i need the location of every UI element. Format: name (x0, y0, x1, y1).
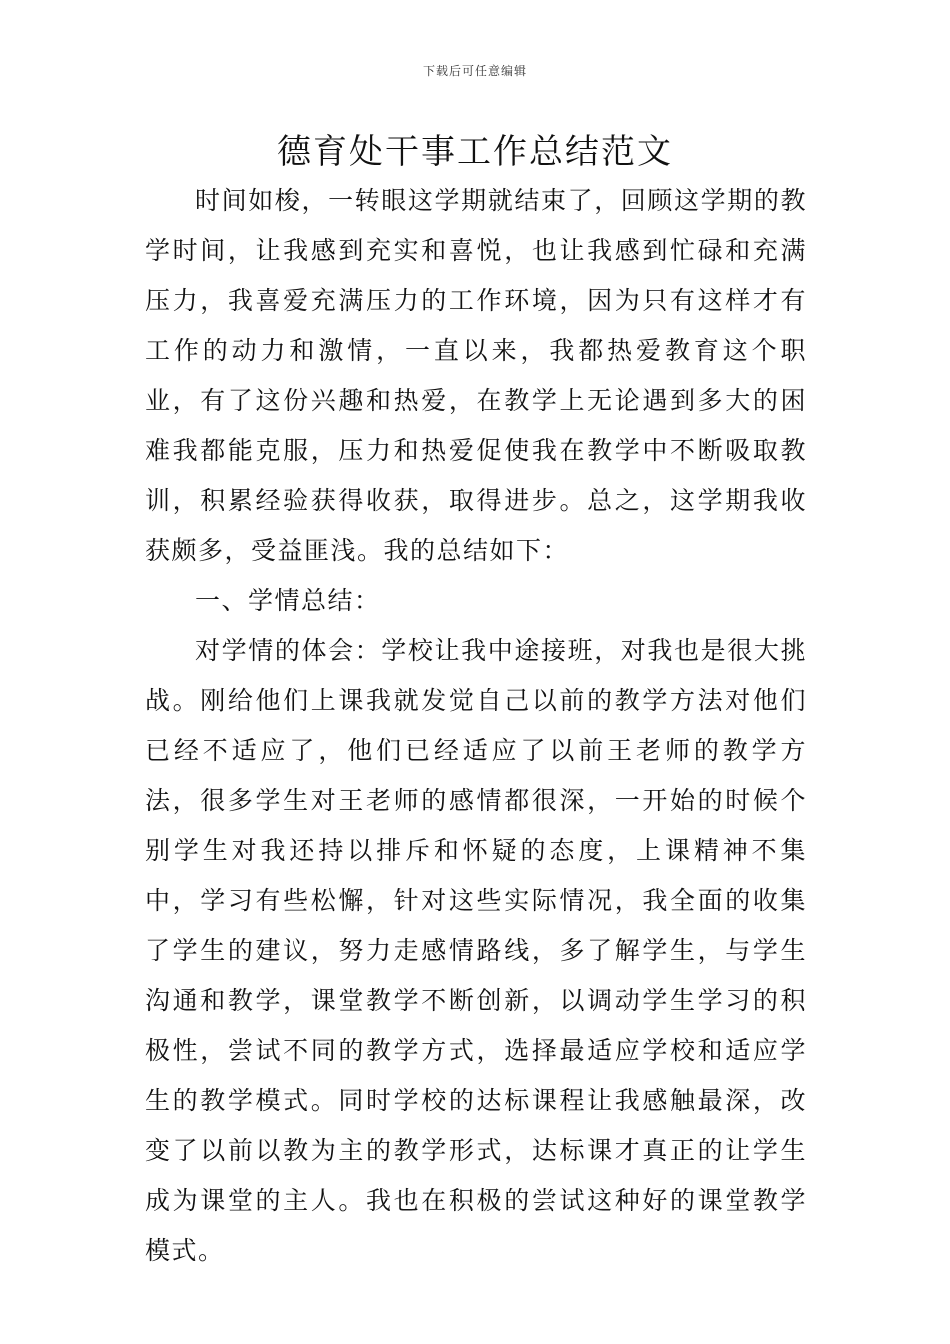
document-body (145, 176, 807, 1276)
paragraph-study-situation: 对学情的体会：学校让我中途接班，对我也是很大挑战。刚给他们上课我就发觉自己以前的教学方法对他们已经不适应了，他们已经适应了以前王老师的教学方法，很多学生对王老师的感情都很深，一开始的时候个别学生对我还持以排斥和怀疑的态度，上课精神不集中，学习有些松懈，针对这些实际情况，我全面的收集了学生的建议，努力走感情路线，多了解学生，与学生沟通和教学，课堂教学不断创新，以调动学生学习的积极性，尝试不同的教学方式，选择最适应学校和适应学生的教学模式。同时学校的达标课程让我感触最深，改变了以前以教为主的教学形式，达标课才真正的让学生成为课堂的主人。我也在积极的尝试这种好的课堂教学模式。 (145, 636, 807, 1265)
paragraph-intro: 时间如梭，一转眼这学期就结束了，回顾这学期的教学时间，让我感到充实和喜悦，也让我感到忙碌和充满压力，我喜爱充满压力的工作环境，因为只有这样才有工作的动力和激情，一直以来，我都热爱教育这个职业，有了这份兴趣和热爱，在教学上无论遇到多大的困难我都能克服，压力和热爱促使我在教学中不断吸取教训，积累经验获得收获，取得进步。总之，这学期我收获颇多，受益匪浅。我的总结如下： (145, 186, 807, 565)
section-heading: 一、学情总结： (195, 586, 381, 615)
document-title: 德育处干事工作总结范文 (277, 132, 673, 172)
header-note: 下载后可任意编辑 (422, 64, 527, 78)
